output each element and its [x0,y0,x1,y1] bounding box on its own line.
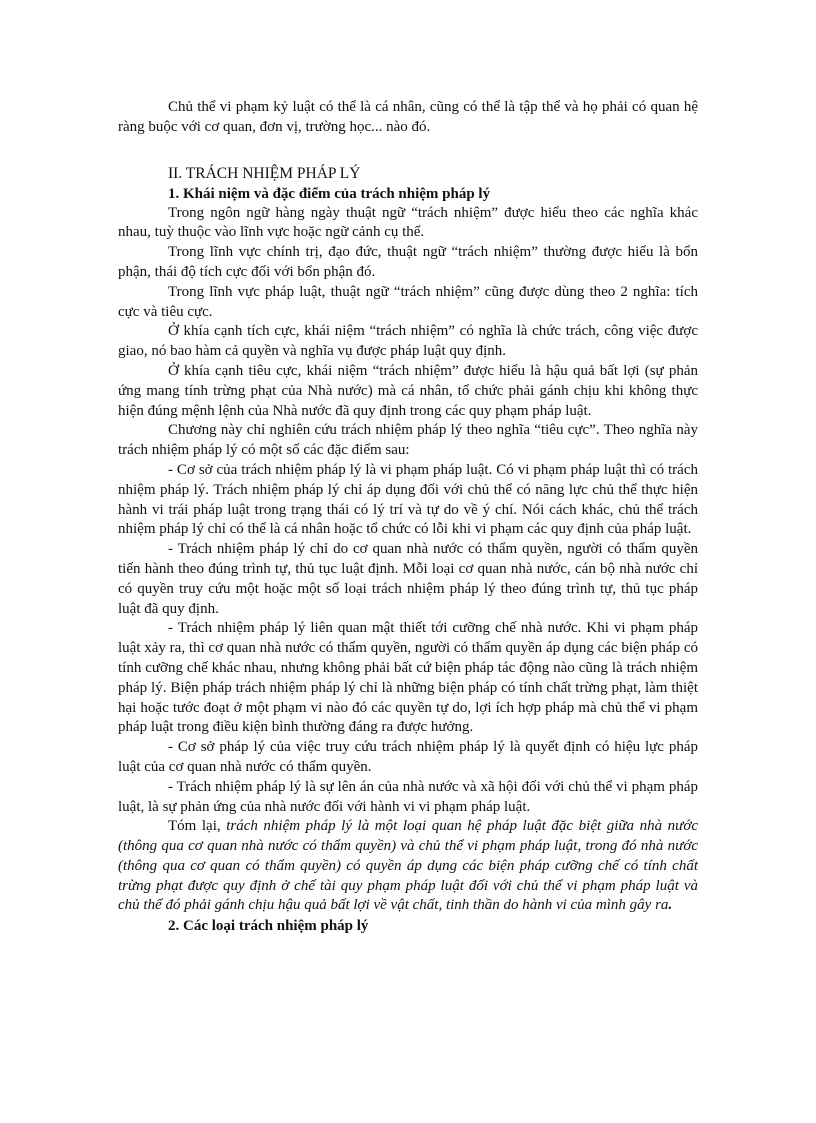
subsection-heading-concept: 1. Khái niệm và đặc điểm của trách nhiệm pháp lý [168,185,491,202]
paragraph-legal-meaning: Trong lĩnh vực pháp luật, thuật ngữ “trách nhiệm” cũng được dùng theo 2 nghĩa: tích cực và tiêu cực. [118,283,698,320]
paragraph-feature-legal-basis: - Cơ sở pháp lý của việc truy cứu trách nhiệm pháp lý là quyết định có hiệu lực pháp luật của cơ quan nhà nước có thẩm quyền. [118,739,698,775]
paragraph-discipline-subject: Chủ thể vi phạm kỷ luật có thể là cá nhân, cũng có thể là tập thể và họ phải có quan hệ ràng buộc với cơ quan, đơn vị, trường học... nào đó. [118,99,698,135]
paragraph-feature-basis: - Cơ sở của trách nhiệm pháp lý là vi phạm pháp luật. Có vi phạm pháp luật thì có trách nhiệm pháp lý. Trách nhiệm pháp lý chỉ áp dụng đối với chủ thể có năng lực chủ thể thực hiện hành vi trái pháp luật trong trạng thái có lý trí và tự do về ý chí. Nói cách khác, chủ thể trách nhiệm pháp lý chỉ có thể là cá nhân hoặc tổ chức có lỗi khi vi phạm các quy định của pháp luật. [118,461,698,538]
paragraph-feature-condemnation: - Trách nhiệm pháp lý là sự lên án của nhà nước và xã hội đối với chủ thể vi phạm pháp luật, là sự phản ứng của nhà nước đối với hành vi vi phạm pháp luật. [118,778,698,815]
summary-definition: trách nhiệm pháp lý là một loại quan hệ pháp luật đặc biệt giữa nhà nước (thông qua cơ quan nhà nước có thẩm quyền) và chủ thể vi phạm pháp luật, trong đó nhà nước (thông qua cơ quan có thẩm quyền) có quyền áp dụng các biện pháp cưỡng chế có tính chất trừng phạt được quy định ở chế tài quy phạm pháp luật đối với chủ thể vi phạm pháp luật và chủ thể đó phải gánh chịu hậu quả bất lợi về vật chất, tinh thần do hành vi của mình gây ra [118,818,698,914]
summary-end: . [668,897,673,914]
summary-lead: Tóm lại, [168,818,227,835]
paragraph-negative-aspect: Ở khía cạnh tiêu cực, khái niệm “trách nhiệm” được hiểu là hậu quả bất lợi (sự phản ứng mang tính trừng phạt của Nhà nước) mà cá nhân, tổ chức phải gánh chịu khi không thực hiện đúng mệnh lệnh của Nhà nước đã quy định trong các quy phạm pháp luật. [118,362,698,419]
paragraph-political-meaning: Trong lĩnh vực chính trị, đạo đức, thuật ngữ “trách nhiệm” thường được hiểu là bổn phận, thái độ tích cực đối với bổn phận đó. [118,244,698,280]
paragraph-feature-authority: - Trách nhiệm pháp lý chỉ do cơ quan nhà nước có thẩm quyền, người có thẩm quyền tiến hành theo đúng trình tự, thủ tục luật định. Mỗi loại cơ quan nhà nước, cán bộ nhà nước chỉ có quyền truy cứu một hoặc một số loại trách nhiệm pháp lý theo đúng trình tự, thủ tục pháp luật đã quy định. [118,541,698,617]
paragraph-positive-aspect: Ở khía cạnh tích cực, khái niệm “trách nhiệm” có nghĩa là chức trách, công việc được giao, nó bao hàm cả quyền và nghĩa vụ được pháp luật quy định. [118,323,698,360]
paragraph-feature-coercion: - Trách nhiệm pháp lý liên quan mật thiết tới cưỡng chế nhà nước. Khi vi phạm pháp luật xảy ra, thì cơ quan nhà nước có thẩm quyền, người có thẩm quyền áp dụng các biện pháp có tính cưỡng chế khác nhau, nhưng không phải bất cứ biện pháp tác động nào cũng là trách nhiệm pháp lý. Biện pháp trách nhiệm pháp lý chỉ là những biện pháp có tính chất trừng phạt, làm thiệt hại hoặc tước đoạt ở một phạm vi nào đó các quyền tự do, lợi ích hợp pháp mà chủ thể vi phạm pháp luật trong điều kiện bình thường đáng ra được hưởng. [118,620,698,736]
paragraph-chapter-scope: Chương này chỉ nghiên cứu trách nhiệm pháp lý theo nghĩa “tiêu cực”. Theo nghĩa này trách nhiệm pháp lý có một số các đặc điểm sau: [118,422,698,459]
paragraph-everyday-meaning: Trong ngôn ngữ hàng ngày thuật ngữ “trách nhiệm” được hiểu theo các nghĩa khác nhau, tuỳ thuộc vào lĩnh vực hoặc ngữ cảnh cụ thể. [118,204,698,241]
subsection-heading-types: 2. Các loại trách nhiệm pháp lý [168,918,369,935]
section-heading: II. TRÁCH NHIỆM PHÁP LÝ [168,164,361,182]
paragraph-summary [118,817,698,916]
